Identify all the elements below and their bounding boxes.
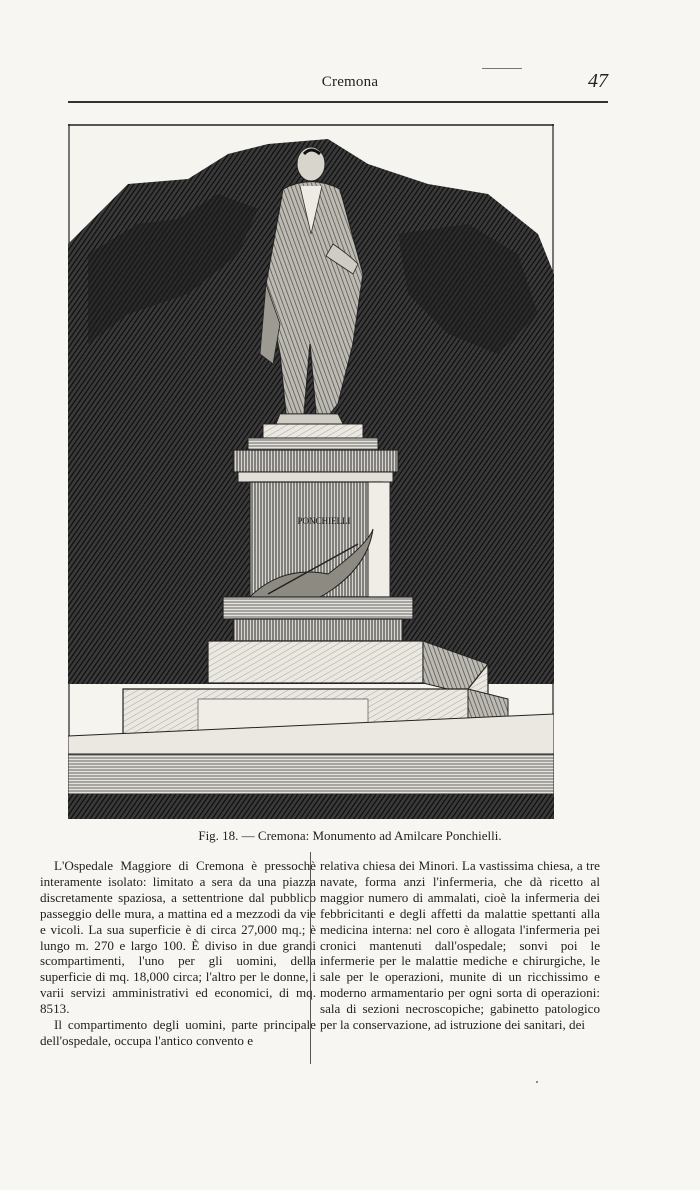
monument-inscription: PONCHIELLI [297,516,351,526]
paragraph: relativa chiesa dei Minori. La vastissima chiesa, a tre navate, forma anzi l'infermeria, che dà ricetto al maggior numero di ammalati, cioè la infermeria dei febbricitanti e degli affetti da malattie spettanti alla medicina interna: nel coro è allogata l'infermeria pei cronici mantenuti dall'ospedale; sonvi poi le infermerie per le malattie mediche e chirurgiche, le sale per le operazioni, munite di un ricchissimo e moderno armamentario per ogni sorta di operazioni: sala di sezioni necroscopiche; gabinetto patologico per la conservazione, ad istruzione dei sanitari, dei [320,858,600,1033]
header-dash [482,68,522,69]
header-rule [68,101,608,103]
monument-engraving [68,124,554,819]
right-column [320,858,600,1033]
paper-speck [536,1081,538,1083]
running-header-title: Cremona [321,74,379,90]
left-column [40,858,316,1049]
column-divider [310,852,311,1064]
paragraph: L'Ospedale Maggiore di Cremona è pressochè interamente isolato: limitato a sera da una piazza discretamente spaziosa, a settentrione dal pubblico passeggio delle mura, a mattina ed a mezzodi da vie e vicoli. La sua superficie è di circa 27,000 mq.; è lungo m. 270 e largo 100. È diviso in due grandi scompartimenti, l'uno per gli uomini, della superficie di mq. 18,000 circa; l'altro per le donne, i varii servizi amministrativi ed economici, di mq. 8513. [40,858,316,1017]
page-number: 47 [588,70,608,92]
figure-caption: Fig. 18. — Cremona: Monumento ad Amilcare Ponchielli. [198,828,502,843]
paragraph: Il compartimento degli uomini, parte principale dell'ospedale, occupa l'antico convento e [40,1017,316,1048]
